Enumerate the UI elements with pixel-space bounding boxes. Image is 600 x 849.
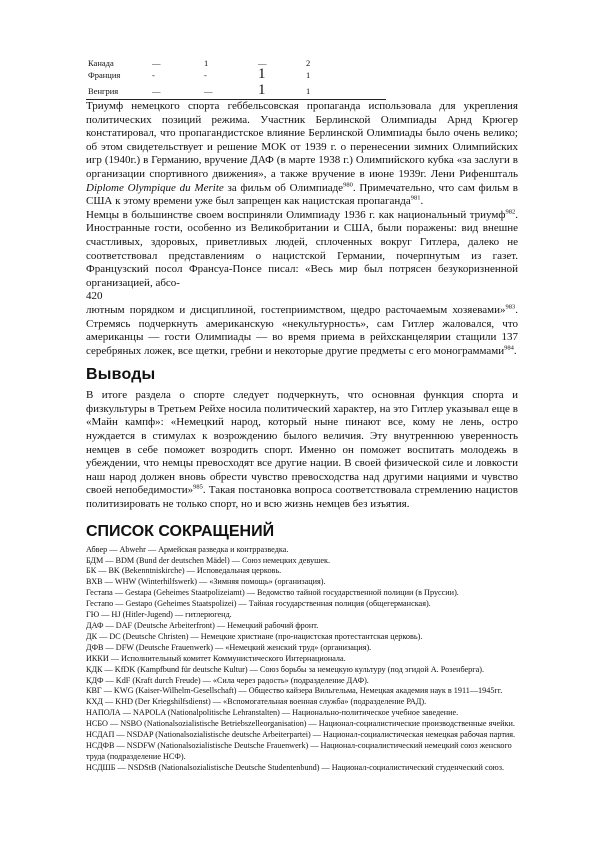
table-cell: - [152,70,155,80]
country-cell: Канада [88,58,114,68]
paragraph-conclusions: В итоге раздела о спорте следует подчеркнуть, что основная функция спорта и физкультуры в Третьем Рейхе носила политический характер, на это Гитлер указывал еще в «Майн кампф»: «Немецкий народ, который ныне пинают все, кому не лень, остро нуждается в стимулах к возрождению былого величия. Эту внутреннюю уверенность немцев в себе поможет возродить спорт. Именно он поможет воспитать молодежь в убеждении, что немцы превосходят все другие нации. В своей физической силе и ловкости наш народ должен вновь обрести чувство превосходства над другими нациями и чувство своей непобедимости»$^{985}$. Такая постановка вопроса соответствовала стремлению нацистов политизировать не только спорт, но и всю жизнь немцев без изъятия. [86,389,519,511]
list-item: БК — BK (Bekenntniskirche) — Исповедальная церковь. [86,566,282,576]
document-page [86,52,518,774]
list-item: Гестапо — Gestapo (Geheimes Staatspolizei) — Тайная государственная полиция (общегерманская). [86,599,431,609]
table-divider [86,99,386,100]
conclusions-heading: Выводы [86,366,156,384]
table-cell: 2 [306,58,311,68]
table-cell: 1 [204,58,209,68]
footnote-ref[interactable]: 985 [193,483,203,491]
list-item: ДК — DC (Deutsche Christen) — Немецкие христиане (про-нацистская протестантская церковь). [86,631,423,641]
country-cell: Франция [88,70,121,80]
list-item: КДК — KfDK (Kampfbund für deutsche Kultur) — Союз борьбы за немецкую культуру (под эгидой А. Розенберга). [86,664,485,674]
list-item: КХД — KHD (Der Kriegshilfsdienst) — «Вспомогательная военная служба» (подразделение РАД). [86,697,427,707]
country-cell: Венгрия [88,86,119,96]
list-item: ВХВ — WHW (Winterhilfswerk) — «Зимняя помощь» (организация). [86,577,326,587]
table-cell: - [204,70,207,80]
table-cell: 1 [306,86,311,96]
list-item: НСБО — NSBO (Nationalsozialistische Betriebszelleorganisation) — Национал-социалистические производственные ячейки. [86,719,515,729]
footnote-ref[interactable]: 984 [504,344,514,352]
table-cell: 1 [258,66,266,82]
table-cell: 1 [306,70,311,80]
table-cell: — [152,86,161,96]
list-item: КВГ — KWG (Kaiser-Wilhelm-Gesellschaft) — Общество кайзера Вильгельма, Немецкая академия наук в 1911—1945гг. [86,686,503,696]
table-row [88,82,388,98]
list-item: ГЮ — HJ (Hitler-Jugend) — гитлерюгенд. [86,610,232,620]
list-item: Гестапа — Gestapa (Geheimes Staatpolizeiamt) — Ведомство тайной государственной полиции (в Пруссии). [86,588,459,598]
table-row [88,66,388,82]
abbreviations-heading: СПИСОК СОКРАЩЕНИЙ [86,522,275,540]
paragraph-propaganda: Триумф немецкого спорта геббельсовская пропаганда использовала для укрепления политических позиций режима. Участник Берлинской Олимпиады Арнд Крюгер констатировал, что пропагандистское влияние Берлинской Олимпиады было очень велико; об этом свидетельствует и решение МОК от 1939 г. о перенесении зимних Олимпийских игр (1940г.) в Германию, вручение ДАФ (в марте 1938 г.) Олимпийского кубка «за заслуги в организации спортивного движения», а также вручение в июне 1939г. Лени Рифеншталь Diplome Olympique du Merite за фильм об Олимпиаде$^{980}$. Примечательно, что сам фильм в США к этому времени уже был запрещен как нацистская пропаганда$^{981}$. [86,100,519,208]
footnote-ref[interactable]: 980 [343,180,353,188]
list-item: НАПОЛА — NAPOLA (Nationalpolitische Lehranstalten) — Национально-политическое учебное заведение. [86,708,459,718]
list-item: ДАФ — DAF (Deutsche Arbeiterfront) — Немецкий рабочий фронт. [86,620,319,630]
table-cell: — [152,58,161,68]
list-item: КДФ — KdF (Kraft durch Freude) — «Сила через радость» (подразделение ДАФ). [86,675,369,685]
list-item: НСДШБ — NSDStB (Nationalsozialistische Deutsche Studentenbund) — Национал-социалистический студенческий союз. [86,762,505,772]
table-cell: 1 [258,82,266,98]
footnote-ref[interactable]: 983 [505,303,516,311]
paragraph-triumph: Немцы в большинстве своем восприняли Олимпиаду 1936 г. как национальный триумф$^{982}$. Иностранные гости, особенно из Великобритании и США, были поражены: вид внешне счастливых, здоровых, приветливых людей, сплоченных вокруг Гитлера, далеко не соответствовал представлениям о нацистской Германии, почерпнутым из газет. Французский посол Франсуа-Понсе писал: «Весь мир был потрясен безукоризненной организацией, абсо- [86,208,518,289]
footnote-ref[interactable]: 982 [505,208,516,216]
table-cell: — [204,86,213,96]
page-number: 420 [86,290,103,303]
abbreviations-list [86,545,518,774]
table-cell: — [258,58,267,68]
medals-table [86,52,518,100]
list-item: БДМ — BDM (Bund der deutschen Mädel) — Союз немецких девушек. [86,555,331,565]
list-item: НСДАП — NSDAP (Nationalsozialistische deutsche Arbeiterpartei) — Национал-социалистическая немецкая рабочая партия. [86,730,516,740]
table-row [88,58,388,70]
list-item: ДФВ — DFW (Deutsche Frauenwerk) — «Немецкий женский труд» (организация). [86,642,372,652]
footnote-ref[interactable]: 981 [410,194,421,202]
list-item: ИККИ — Исполнительный комитет Коммунистического Интернационала. [86,653,346,663]
list-item: Абвер — Abwehr — Армейская разведка и контрразведка. [86,544,289,554]
list-item: НСДФВ — NSDFW (Nationalsozialistische Deutsche Frauenwerk) — Национал-социалистический немецкий союз женского труда (подразделение НСФ). [86,740,512,761]
paragraph-hitler-complaint: лютным порядком и дисциплиной, гостеприимством, щедро расточаемым хозяевами»$^{983}$. Стремясь подчеркнуть американскую «некультурность», сам Гитлер жаловался, что американцы — гости Олимпиады — во время приема в рейхсканцелярии стащили 137 серебряных ложек, все щетки, гребни и некоторые другие предметы с его монограммами$^{984}$. [86,303,518,357]
